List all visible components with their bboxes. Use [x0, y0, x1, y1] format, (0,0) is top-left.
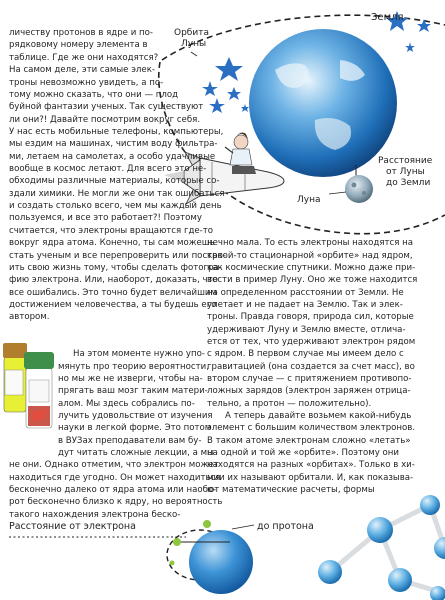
label-distance-2: от Луны	[386, 167, 425, 177]
earth-image	[249, 29, 397, 177]
text-line: мии их называют орбитали. И, как показыва-	[207, 473, 414, 483]
text-line: на одной и той же «орбите». Поэтому они	[207, 448, 399, 458]
text-line: элемент с большим количеством электронов.	[207, 423, 416, 433]
text-line: такого нахождения электрона беско-	[9, 510, 181, 520]
text-line: в ВУЗах преподаватели вам бу-	[58, 436, 202, 446]
text-line: ми, летаем на самолетах, а особо удачливые	[9, 152, 216, 162]
text-line: считается, что электроны вращаются где-то	[9, 226, 214, 236]
text-line: ложных зарядов (электрон заряжен отрица-	[207, 386, 411, 396]
text-line: вообще в космос летают. Для всего это не-	[9, 164, 207, 174]
text-line: гравитацией (она создается за счет масс), во	[207, 362, 415, 372]
text-line: дут читать сложные лекции, а мы	[58, 448, 214, 458]
text-line: На этом моменте нужно упо-	[73, 349, 205, 359]
text-line: но мы же не изверги, чтобы на-	[58, 374, 203, 384]
text-line: мянуть про теорию вероятности,	[58, 362, 209, 372]
text-line: с ядром. В первом случае мы имеем дело с	[207, 349, 404, 359]
text-line: алом. Мы здесь собрались по-	[58, 399, 195, 409]
label-electron-distance: Расстояние от электрона	[9, 521, 136, 532]
text-line: все ошибались. Это точно будет величайшим	[9, 288, 217, 298]
text-line: таблице. Где же они находятся?	[9, 53, 159, 63]
label-earth: Земля	[371, 12, 404, 23]
text-line: втором случае — с притяжением противопо-	[207, 374, 412, 384]
text-line: здали химики. Не могли же они так ошибаться	[9, 189, 225, 199]
moon-image	[345, 175, 373, 203]
text-line: ли они?! Давайте посмотрим вокруг себя.	[9, 115, 201, 125]
text-line: вести в пример Луну. Оно же тоже находится	[207, 275, 418, 285]
text-line: троны. Правда говоря, природа сил, которые	[207, 312, 414, 322]
text-line: достижением человечества, а ты будешь его	[9, 300, 217, 310]
text-line: буйной фантазии ученых. Так существуют	[9, 102, 204, 112]
text-line: рот бесконечно близко к ядру, но вероятность	[9, 497, 223, 507]
text-line: вокруг ядра атома. Конечно, ты сам можешь	[9, 238, 215, 248]
text-line: находиться где угодно. Он может находиться	[9, 473, 221, 483]
text-line: тельно, а протон — положительно).	[207, 399, 372, 409]
text-line: стать ученым и все перепроверить или постро-	[9, 251, 226, 261]
text-line: рядковому номеру элемента в	[9, 40, 148, 50]
text-line: и создать столько всего, чем мы каждый день	[9, 201, 222, 211]
text-line: нечно мала. То есть электроны находятся на	[207, 238, 414, 248]
label-moon-orbit-1: Орбита	[174, 28, 209, 38]
text-line: А теперь давайте возьмем какой-нибудь	[225, 411, 412, 421]
text-line: пользуемся, и все это работает?! Поэтому	[9, 213, 202, 223]
text-line: находятся на разных «орбитах». Только в хи-	[207, 460, 415, 470]
text-line: бесконечно далеко от ядра атома или наобо-	[9, 485, 217, 495]
molecule-image	[318, 495, 445, 600]
text-line: На самом деле, эти самые элек-	[9, 65, 155, 75]
text-line: ется от тех, что удерживают электрон рядом	[207, 337, 416, 347]
text-line: улетает и не падает на Землю. Так и элек-	[207, 300, 403, 310]
label-to-proton: до протона	[257, 521, 314, 532]
label-distance-1: Расстояние	[378, 156, 433, 166]
bottles-image	[3, 343, 54, 428]
text-line: науки в легкой форме. Это потом	[58, 423, 212, 433]
text-line: В таком атоме электронам сложно «летать»	[207, 436, 411, 446]
text-line: удерживают Луну и Землю вместе, отлича-	[207, 325, 406, 335]
text-line: не они. Однако отметим, что электрон может	[9, 460, 219, 470]
text-line: автором.	[9, 312, 50, 322]
text-line: какой-то стационарной «орбите» над ядром,	[207, 251, 413, 261]
text-line: прягать ваш мозг таким матери-	[58, 386, 208, 396]
text-line: как космические спутники. Можно даже при-	[207, 263, 416, 273]
text-line: тому можно сказать, что они — плод	[9, 90, 179, 100]
text-line: лучить удовольствие от изучения	[58, 411, 213, 421]
label-moon: Луна	[297, 195, 321, 205]
text-line: обходимы различные материалы, которые со-	[9, 176, 220, 186]
text-line: на определенном расстоянии от Земли. Не	[207, 288, 404, 298]
text-line: ить свою жизнь тому, чтобы сделать фотогра-	[9, 263, 222, 273]
text-line: У нас есть мобильные телефоны, компьютеры,	[9, 127, 224, 137]
label-distance-3: до Земли	[386, 178, 431, 188]
text-line: личеству протонов в ядре и по-	[9, 28, 153, 38]
text-line: троны невозможно увидеть, а по-	[9, 78, 164, 88]
text-line: фию электрона. Или, наоборот, доказать, что	[9, 275, 218, 285]
text-line: мы ездим на машинах, чистим воду фильтра-	[9, 139, 218, 149]
label-moon-orbit-2: Луны	[181, 39, 207, 49]
text-line: ют математические расчеты, формы	[207, 485, 375, 495]
